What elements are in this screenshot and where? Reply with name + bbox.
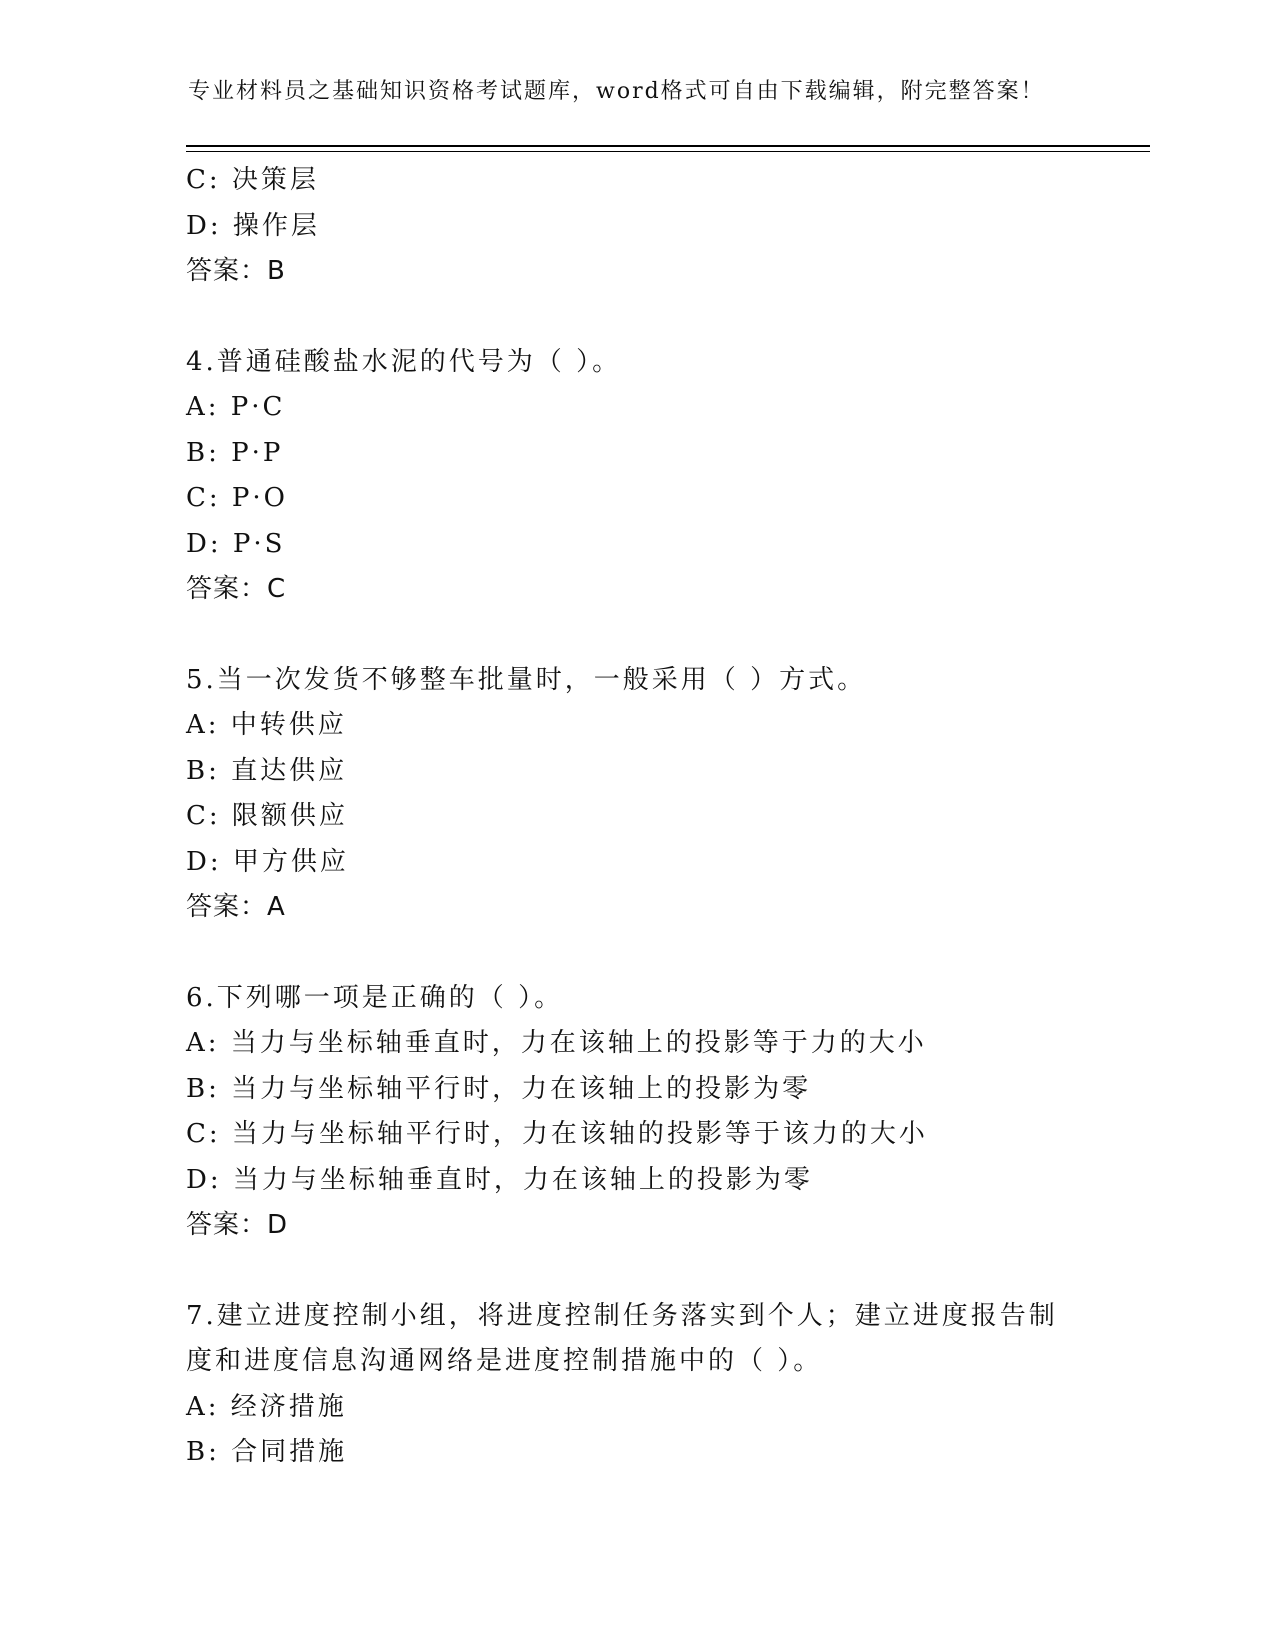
option-d: D: 当力与坐标轴垂直时，力在该轴上的投影为零 xyxy=(186,1164,813,1195)
page-header: 专业材料员之基础知识资格考试题库，word格式可自由下载编辑，附完整答案！ xyxy=(188,79,1045,104)
option-d: D: P·S xyxy=(186,528,286,559)
answer: 答案：C xyxy=(186,574,287,604)
answer: 答案：D xyxy=(186,1210,289,1240)
question-6 xyxy=(186,976,1086,1249)
question-text: 6.下列哪一项是正确的（ ）。 xyxy=(186,982,564,1013)
question-text: 4.普通硅酸盐水泥的代号为（ ）。 xyxy=(186,346,622,377)
option-d: D: 甲方供应 xyxy=(186,846,349,877)
option-a: A: 当力与坐标轴垂直时，力在该轴上的投影等于力的大小 xyxy=(186,1028,927,1058)
question-4 xyxy=(186,340,1086,613)
question-text-line-1: 7.建立进度控制小组，将进度控制任务落实到个人；建立进度报告制 xyxy=(186,1300,1058,1331)
option-b: B: 当力与坐标轴平行时，力在该轴上的投影为零 xyxy=(186,1073,812,1104)
question-content xyxy=(186,158,1086,1521)
option-c: C: 当力与坐标轴平行时，力在该轴的投影等于该力的大小 xyxy=(186,1119,928,1149)
option-c: C: 决策层 xyxy=(186,165,319,195)
header-divider xyxy=(186,145,1150,152)
option-c: C: P·O xyxy=(186,483,288,513)
option-a: A: 中转供应 xyxy=(186,710,347,740)
answer: 答案：A xyxy=(186,892,286,922)
answer: 答案：B xyxy=(186,256,286,286)
question-5 xyxy=(186,658,1086,931)
option-a: A: P·C xyxy=(186,392,286,422)
option-d: D: 操作层 xyxy=(186,210,320,241)
option-a: A: 经济措施 xyxy=(186,1391,347,1422)
question-3-tail xyxy=(186,158,1086,295)
question-7 xyxy=(186,1294,1086,1476)
option-c: C: 限额供应 xyxy=(186,801,348,831)
question-text: 5.当一次发货不够整车批量时，一般采用（ ）方式。 xyxy=(186,664,867,695)
option-b: B: 直达供应 xyxy=(186,755,348,786)
option-b: B: P·P xyxy=(186,437,284,468)
option-b: B: 合同措施 xyxy=(186,1437,348,1467)
question-text-line-2: 度和进度信息沟通网络是进度控制措施中的（ ）。 xyxy=(186,1346,823,1376)
